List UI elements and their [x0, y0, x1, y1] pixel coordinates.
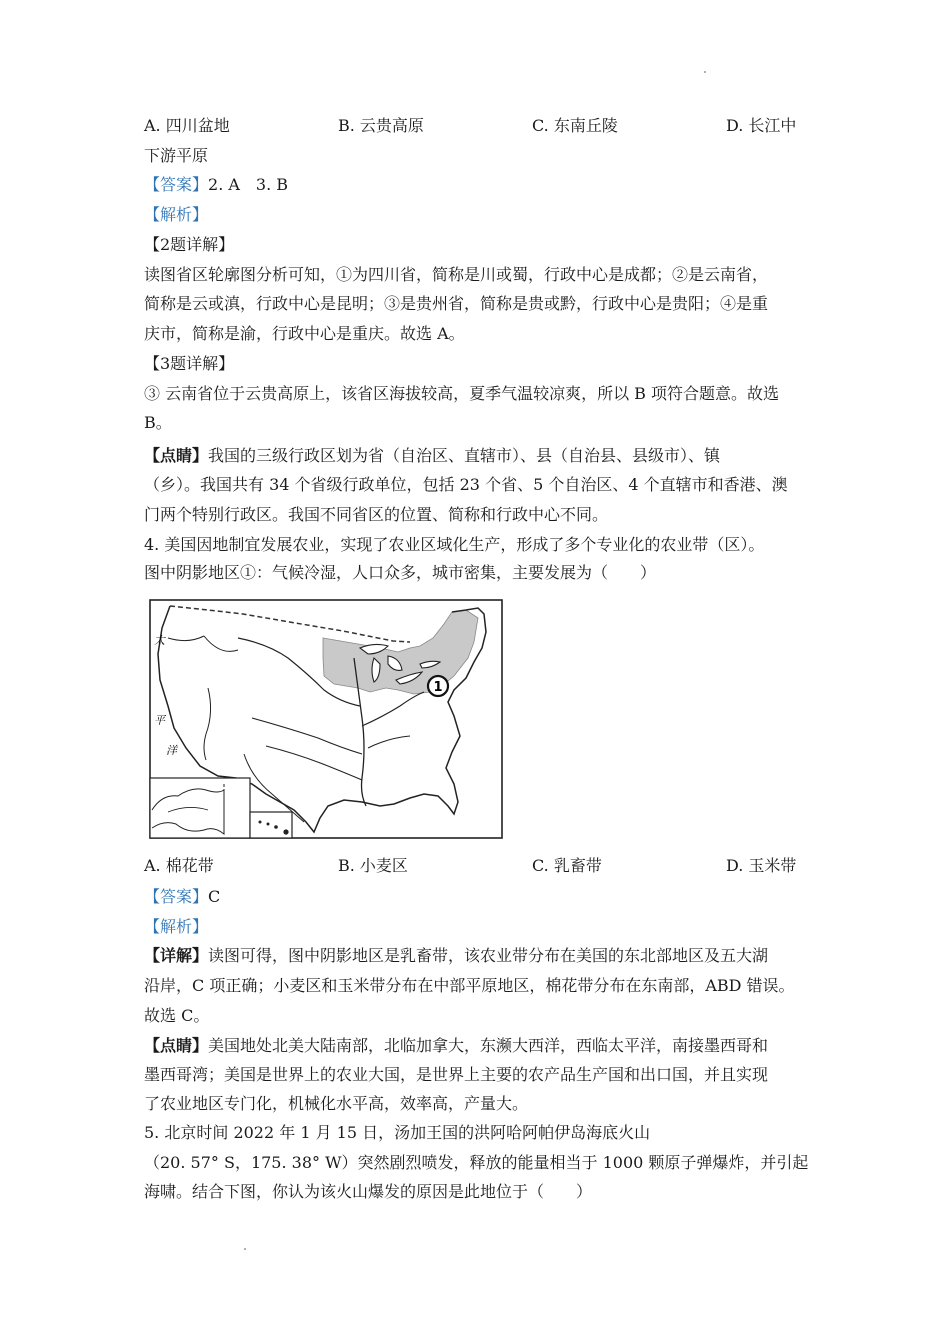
q4-detail-line: 故选 C。: [144, 1006, 210, 1025]
pointer-1-line: （乡）。我国共有 34 个省级行政单位，包括 23 个省、5 个自治区、4 个直辖市和香港、澳: [144, 475, 788, 494]
analysis-tag-1: 【解析】: [144, 205, 209, 224]
detail-tag: 【详解】: [144, 946, 209, 965]
detail-text: 读图可得，图中阴影地区是乳畜带，该农业带分布在美国的东北部地区及五大湖: [208, 946, 769, 965]
pointer-tag: 【点睛】: [144, 1036, 209, 1055]
usa-agriculture-map: [148, 598, 504, 840]
q4-stem-line: 图中阴影地区①：气候冷湿，人口众多，城市密集，主要发展为（ ）: [144, 563, 657, 582]
pointer-1-line: 门两个特别行政区。我国不同省区的位置、简称和行政中心不同。: [144, 505, 609, 524]
pointer-text: 我国的三级行政区划为省（自治区、直辖市）、县（自治县、县级市）、镇: [208, 446, 721, 465]
q5-stem-line: 海啸。结合下图，你认为该火山爆发的原因是此地位于（ ）: [144, 1182, 593, 1201]
q2-detail-tag: 【2题详解】: [144, 235, 235, 254]
q3-detail-tag: 【3题详解】: [144, 354, 235, 373]
q5-stem-line: （20. 57° S，175. 38° W）突然剧烈喷发，释放的能量相当于 1000 颗原子弹爆炸，并引起: [144, 1153, 809, 1172]
answer-4: [144, 887, 220, 907]
q2-detail-line: 庆市，简称是渝，行政中心是重庆。故选 A。: [144, 324, 465, 343]
q1-option-d[interactable]: D. 长江中: [726, 116, 797, 135]
q1-option-b[interactable]: B. 云贵高原: [338, 116, 424, 135]
answer-text: C: [208, 887, 221, 906]
q1-option-a[interactable]: A. 四川盆地: [144, 116, 230, 135]
q3-detail-line: ③ 云南省位于云贵高原上，该省区海拔较高，夏季气温较凉爽，所以 B 项符合题意。故选: [144, 384, 780, 403]
answer-text: 2. A 3. B: [208, 175, 289, 194]
pointer-text: 美国地处北美大陆南部，北临加拿大，东濒大西洋，西临太平洋，南接墨西哥和: [208, 1036, 769, 1055]
label-pacific-2: 平: [154, 714, 165, 727]
analysis-tag-4: 【解析】: [144, 917, 209, 936]
label-pacific-3: 洋: [166, 744, 177, 757]
scan-speck: [704, 71, 706, 73]
answer-tag: 【答案】: [144, 887, 209, 906]
q3-detail-line: B。: [144, 413, 172, 432]
q2-detail-line: 简称是云或滇，行政中心是昆明；③是贵州省，简称是贵或黔，行政中心是贵阳；④是重: [144, 294, 769, 313]
q4-detail: [144, 946, 768, 966]
q1-option-c[interactable]: C. 东南丘陵: [532, 116, 618, 135]
q4-detail-line: 沿岸，C 项正确；小麦区和玉米带分布在中部平原地区，棉花带分布在东南部，ABD 错误。: [144, 976, 795, 995]
q4-option-a[interactable]: A. 棉花带: [144, 856, 214, 875]
pointer-1: [144, 446, 720, 466]
scan-speck: [244, 1248, 246, 1250]
q1-option-d-continued: 下游平原: [144, 146, 209, 165]
label-pacific-1: 太: [154, 634, 165, 647]
pointer-4: [144, 1036, 768, 1056]
q5-stem-line: 5. 北京时间 2022 年 1 月 15 日，汤加王国的洪阿哈阿帕伊岛海底火山: [144, 1123, 651, 1142]
pointer-4-line: 墨西哥湾；美国是世界上的农业大国，是世界上主要的农产品生产国和出口国，并且实现: [144, 1065, 769, 1084]
q4-option-c[interactable]: C. 乳畜带: [532, 856, 602, 875]
q2-detail-line: 读图省区轮廓图分析可知，①为四川省，简称是川或蜀，行政中心是成都；②是云南省，: [144, 265, 769, 284]
pointer-4-line: 了农业地区专门化，机械化水平高，效率高，产量大。: [144, 1094, 529, 1113]
pointer-tag: 【点睛】: [144, 446, 209, 465]
q4-option-d[interactable]: D. 玉米带: [726, 856, 797, 875]
q4-stem-line: 4. 美国因地制宜发展农业，实现了农业区域化生产，形成了多个专业化的农业带（区）。: [144, 535, 765, 554]
answer-tag: 【答案】: [144, 175, 209, 194]
q4-option-b[interactable]: B. 小麦区: [338, 856, 408, 875]
answer-1: [144, 175, 288, 195]
region-1-label: 1: [433, 680, 443, 695]
